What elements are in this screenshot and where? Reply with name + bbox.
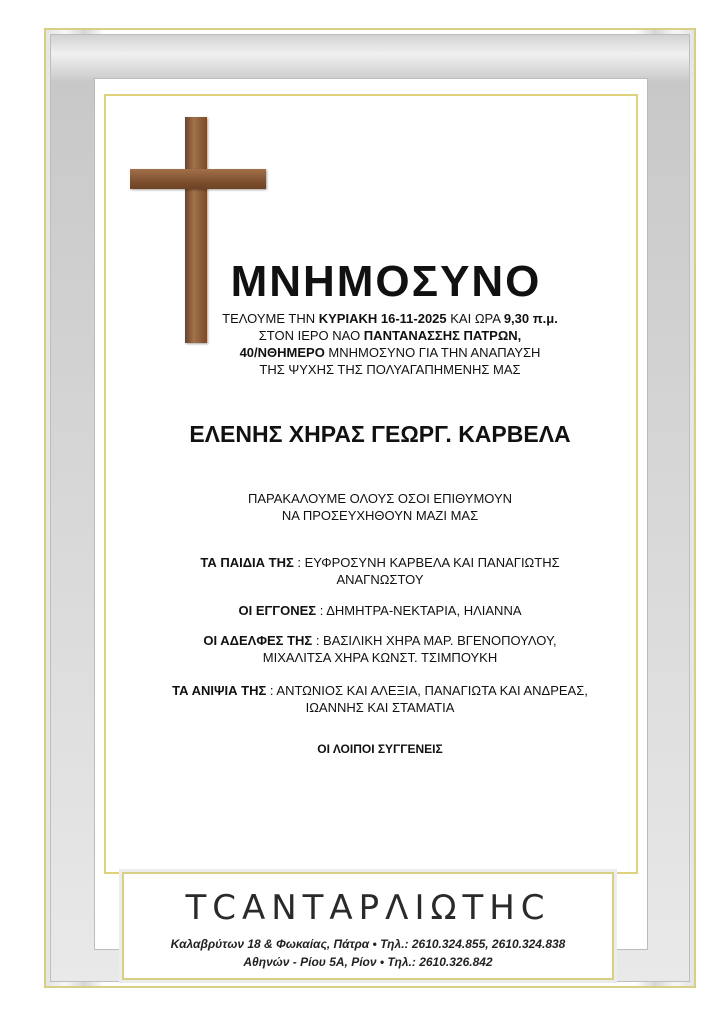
funeral-home-footer	[122, 872, 614, 980]
service-details: ΤΕΛΟΥΜΕ ΤΗΝ ΚΥΡΙΑΚΗ 16-11-2025 ΚΑΙ ΩΡΑ 9,30 π.μ. ΣΤΟΝ ΙΕΡΟ ΝΑΟ ΠΑΝΤΑΝΑΣΣΗΣ ΠΑΤΡΩΝ, 40/ΝΘΗΜΕΡΟ ΜΝΗΜΟΣΥΝΟ ΓΙΑ ΤΗΝ ΑΝΑΠΑΥΣΗ ΤΗΣ ΨΥΧΗΣ ΤΗΣ ΠΟΛΥΑΓΑΠΗΜΕΝΗΣ ΜΑΣ	[222, 311, 558, 377]
prayer-request: ΠΑΡΑΚΑΛΟΥΜΕ ΟΛΟΥΣ ΟΣΟΙ ΕΠΙΘΥΜΟΥΝ ΝΑ ΠΡΟΣΕΥΧΗΘΟΥΝ ΜΑΖΙ ΜΑΣ	[247, 491, 513, 523]
relatives-sisters: ΟΙ ΑΔΕΛΦΕΣ ΤΗΣ : ΒΑΣΙΛΙΚΗ ΧΗΡΑ ΜΑΡ. ΒΓΕΝΟΠΟΥΛΟΥ, ΜΙΧΑΛΙΤΣΑ ΧΗΡΑ ΚΩΝΣΤ. ΤΣΙΜΠΟΥΚΗ	[203, 633, 557, 665]
relatives-grandchildren: ΟΙ ΕΓΓΟΝΕΣ : ΔΗΜΗΤΡΑ-ΝΕΚΤΑΡΙΑ, ΗΛΙΑΝΝΑ	[238, 603, 522, 618]
deceased-name: ΕΛΕΝΗΣ ΧΗΡΑΣ ΓΕΩΡΓ. ΚΑΡΒΕΛΑ	[189, 421, 571, 447]
address-line-1: Καλαβρύτων 18 & Φωκαίας, Πάτρα • Τηλ.: 2610.324.855, 2610.324.838	[170, 937, 566, 951]
relatives-children: ΤΑ ΠΑΙΔΙΑ ΤΗΣ : ΕΥΦΡΟΣΥΝΗ ΚΑΡΒΕΛΑ ΚΑΙ ΠΑΝΑΓΙΩΤΗΣ ΑΝΑΓΝΩΣΤΟΥ	[200, 555, 560, 587]
notice-title: ΜΝΗΜΟΣΥΝΟ	[230, 257, 542, 306]
relatives-nephews: ΤΑ ΑΝΙΨΙΑ ΤΗΣ : ΑΝΤΩΝΙΟΣ ΚΑΙ ΑΛΕΞΙΑ, ΠΑΝΑΓΙΩΤΑ ΚΑΙ ΑΝΔΡΕΑΣ, ΙΩΑΝΝΗΣ ΚΑΙ ΣΤΑΜΑΤΙΑ	[172, 683, 588, 715]
address-line-2: Αθηνών - Ρίου 5Α, Ρίον • Τηλ.: 2610.326.842	[243, 955, 493, 969]
other-relatives: ΟΙ ΛΟΙΠΟΙ ΣΥΓΓΕΝΕΙΣ	[317, 742, 443, 756]
funeral-home-logo: ΤCΑΝΤΑΡΛΙΩΤΗC	[185, 888, 551, 928]
